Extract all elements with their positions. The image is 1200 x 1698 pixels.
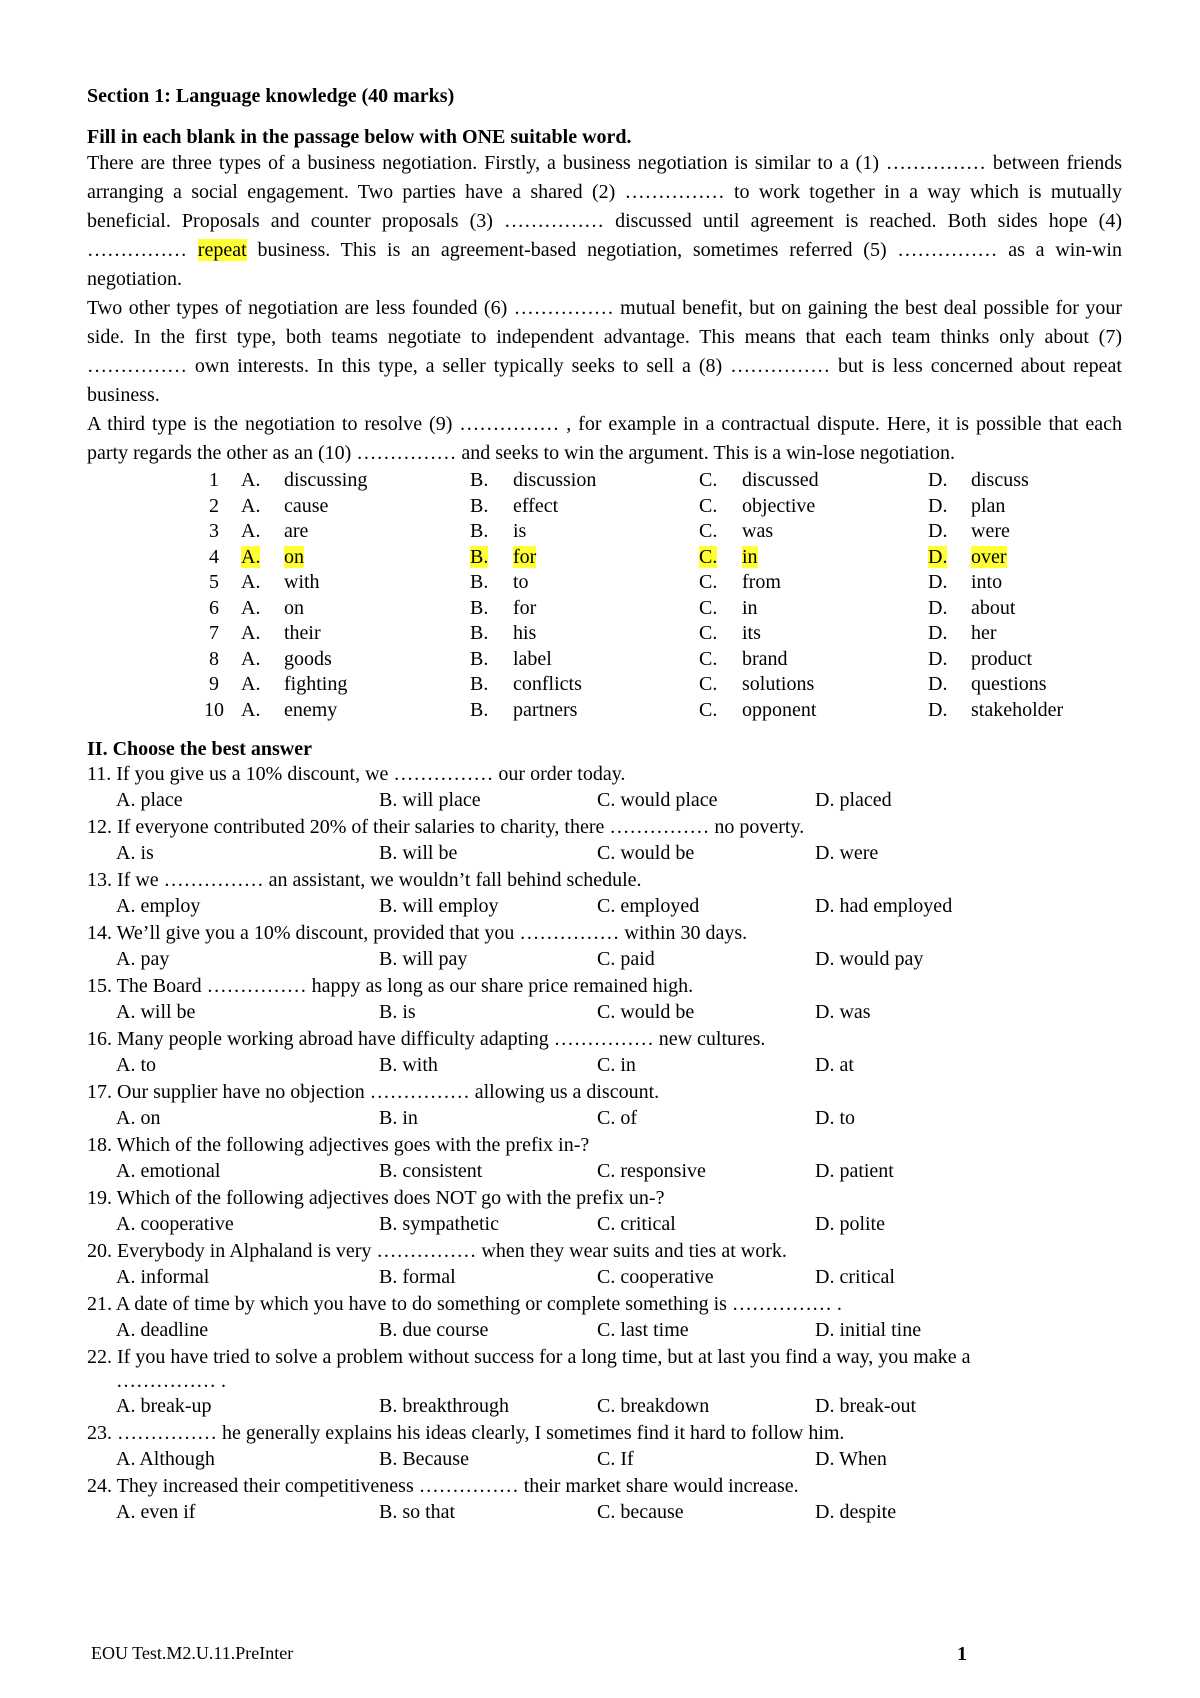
option-letter: A. bbox=[241, 647, 261, 670]
question-item bbox=[87, 814, 1122, 867]
question-item bbox=[87, 1238, 1122, 1291]
option-letter: D. bbox=[928, 520, 948, 542]
option-b: for bbox=[513, 596, 537, 619]
answer-choice: C. responsive bbox=[597, 1160, 706, 1182]
option-letter: D. bbox=[928, 571, 948, 593]
answer-choice: B. will place bbox=[379, 789, 481, 811]
question-list bbox=[87, 761, 1122, 1526]
question-text: 11. If you give us a 10% discount, we …………… our order today. bbox=[87, 763, 626, 785]
option-letter: D. bbox=[928, 622, 948, 644]
answer-choice: B. will be bbox=[379, 842, 458, 864]
answer-choice: D. despite bbox=[815, 1501, 897, 1523]
option-b: effect bbox=[513, 494, 559, 517]
question-item bbox=[87, 1420, 1122, 1473]
answer-choices bbox=[87, 1393, 1122, 1420]
answer-choice: B. consistent bbox=[379, 1160, 483, 1182]
option-letter: B. bbox=[470, 494, 489, 517]
option-row bbox=[187, 596, 1063, 622]
answer-choices bbox=[87, 787, 1122, 814]
option-letter: B. bbox=[470, 647, 489, 670]
option-b: his bbox=[513, 622, 537, 644]
question-item bbox=[87, 1185, 1122, 1238]
answer-choice: C. of bbox=[597, 1107, 637, 1129]
question-item bbox=[87, 1132, 1122, 1185]
question-item bbox=[87, 1344, 1122, 1420]
option-row bbox=[187, 545, 1063, 571]
option-a: fighting bbox=[284, 673, 348, 695]
option-letter: A. bbox=[241, 469, 261, 491]
document-page bbox=[87, 84, 1122, 1526]
option-d: questions bbox=[971, 673, 1047, 695]
answer-choice: C. would place bbox=[597, 789, 718, 811]
option-c: its bbox=[742, 622, 761, 644]
answer-choice: D. polite bbox=[815, 1213, 885, 1235]
option-a: on bbox=[284, 545, 304, 568]
option-letter: C. bbox=[699, 469, 718, 491]
question-item bbox=[87, 920, 1122, 973]
option-b: partners bbox=[513, 698, 578, 721]
answer-choice: D. to bbox=[815, 1107, 855, 1129]
option-row-number: 7 bbox=[209, 622, 219, 644]
option-letter: A. bbox=[241, 622, 261, 644]
option-letter: A. bbox=[241, 494, 261, 517]
option-letter: A. bbox=[241, 596, 261, 619]
option-row bbox=[187, 647, 1063, 673]
question-item bbox=[87, 973, 1122, 1026]
section-title: Section 1: Language knowledge (40 marks) bbox=[87, 85, 455, 107]
option-d: product bbox=[971, 647, 1033, 670]
option-row-number: 8 bbox=[209, 647, 219, 670]
page-number: 1 bbox=[957, 1643, 967, 1665]
options-table bbox=[187, 468, 1063, 723]
option-row bbox=[187, 570, 1063, 596]
option-d: her bbox=[971, 622, 997, 644]
question-text: 14. We’ll give you a 10% discount, provided that you …………… within 30 days. bbox=[87, 922, 748, 944]
answer-choice: C. in bbox=[597, 1054, 636, 1076]
option-letter: D. bbox=[928, 673, 948, 695]
answer-choice: B. will employ bbox=[379, 895, 499, 917]
answer-choices bbox=[87, 1499, 1122, 1526]
option-d: discuss bbox=[971, 469, 1029, 491]
answer-choice: A. place bbox=[116, 789, 183, 811]
answer-choice: C. last time bbox=[597, 1319, 689, 1341]
option-letter: A. bbox=[241, 673, 261, 695]
option-letter: D. bbox=[928, 698, 948, 721]
passage-text: business. This is an agreement-based negotiation, sometimes referred (5) …………… as a win-win negotiation. bbox=[87, 239, 1122, 290]
answer-choice: B. will pay bbox=[379, 948, 468, 970]
option-letter: C. bbox=[699, 494, 718, 517]
option-letter: D. bbox=[928, 596, 948, 619]
answer-choice: A. employ bbox=[116, 895, 201, 917]
answer-choice: A. to bbox=[116, 1054, 156, 1076]
question-text: 22. If you have tried to solve a problem without success for a long time, but at last you find a way, you make a bbox=[87, 1346, 971, 1368]
option-a: enemy bbox=[284, 698, 338, 721]
answer-choice: D. would pay bbox=[815, 948, 924, 970]
answer-choice: A. informal bbox=[116, 1266, 210, 1288]
question-text: 20. Everybody in Alphaland is very …………… when they wear suits and ties at work. bbox=[87, 1240, 787, 1262]
answer-choice: A. even if bbox=[116, 1501, 196, 1523]
passage-text: There are three types of a business negotiation. Firstly, a business negotiation is similar to a (1) …………… between friends arranging a social engagement. Two parties have a shared (2) …………… to work together in a way which is mutually beneficial. Proposals and counter proposals (3) …………… discussed until agreement is reached. Both sides hope (4) …………… bbox=[87, 152, 1122, 261]
option-c: opponent bbox=[742, 698, 817, 721]
option-letter: B. bbox=[470, 545, 489, 568]
answer-choice: D. at bbox=[815, 1054, 854, 1076]
question-text: 17. Our supplier have no objection …………… allowing us a discount. bbox=[87, 1081, 660, 1103]
answer-choice: A. pay bbox=[116, 948, 170, 970]
option-letter: B. bbox=[470, 698, 489, 721]
option-letter: C. bbox=[699, 698, 718, 721]
option-letter: B. bbox=[470, 596, 489, 619]
option-a: discussing bbox=[284, 469, 368, 491]
answer-choice: C. would be bbox=[597, 842, 695, 864]
option-row-number: 4 bbox=[209, 545, 219, 568]
option-letter: D. bbox=[928, 545, 948, 568]
answer-choices bbox=[87, 1052, 1122, 1079]
answer-choice: A. will be bbox=[116, 1001, 196, 1023]
passage-paragraph-3: A third type is the negotiation to resolve (9) …………… , for example in a contractual dispute. Here, it is possible that each party regards the other as an (10) …………… and seeks to win the argument. This is a win-lose negotiation. bbox=[87, 413, 1122, 464]
option-d: were bbox=[971, 520, 1010, 542]
option-a: on bbox=[284, 596, 304, 619]
option-letter: C. bbox=[699, 520, 718, 542]
answer-choices bbox=[87, 999, 1122, 1026]
answer-choice: C. would be bbox=[597, 1001, 695, 1023]
option-row bbox=[187, 672, 1063, 698]
option-row bbox=[187, 621, 1063, 647]
answer-choice: D. placed bbox=[815, 789, 892, 811]
question-text: 19. Which of the following adjectives does NOT go with the prefix un-? bbox=[87, 1187, 665, 1209]
question-item bbox=[87, 761, 1122, 814]
answer-choice: D. was bbox=[815, 1001, 871, 1023]
question-item bbox=[87, 1291, 1122, 1344]
option-letter: C. bbox=[699, 647, 718, 670]
answer-choice: D. critical bbox=[815, 1266, 895, 1288]
option-letter: D. bbox=[928, 494, 948, 517]
question-item bbox=[87, 1473, 1122, 1526]
answer-choice: A. Although bbox=[116, 1448, 215, 1470]
answer-choice: D. initial tine bbox=[815, 1319, 922, 1341]
highlighted-word: repeat bbox=[197, 239, 247, 261]
answer-choice: B. breakthrough bbox=[379, 1395, 509, 1417]
option-d: about bbox=[971, 596, 1016, 619]
option-letter: A. bbox=[241, 571, 261, 593]
answer-choice: A. cooperative bbox=[116, 1213, 234, 1235]
answer-choices bbox=[87, 1158, 1122, 1185]
option-row-number: 3 bbox=[209, 520, 219, 542]
answer-choice: C. employed bbox=[597, 895, 700, 917]
option-d: plan bbox=[971, 494, 1006, 517]
answer-choice: A. deadline bbox=[116, 1319, 209, 1341]
answer-choice: A. emotional bbox=[116, 1160, 221, 1182]
option-row-number: 1 bbox=[209, 469, 219, 491]
passage-paragraph-1 bbox=[87, 149, 1122, 294]
question-text: 21. A date of time by which you have to do something or complete something is …………… . bbox=[87, 1293, 842, 1315]
answer-choice: D. break-out bbox=[815, 1395, 917, 1417]
option-letter: B. bbox=[470, 469, 489, 491]
answer-choices bbox=[87, 893, 1122, 920]
option-row bbox=[187, 519, 1063, 545]
option-letter: A. bbox=[241, 698, 261, 721]
option-row-number: 6 bbox=[209, 596, 219, 619]
option-c: discussed bbox=[742, 469, 819, 491]
option-letter: C. bbox=[699, 545, 718, 568]
option-row bbox=[187, 698, 1063, 724]
option-letter: C. bbox=[699, 622, 718, 644]
option-letter: C. bbox=[699, 673, 718, 695]
answer-choice: A. break-up bbox=[116, 1395, 212, 1417]
part1-instruction: Fill in each blank in the passage below with ONE suitable word. bbox=[87, 126, 632, 148]
option-a: are bbox=[284, 520, 309, 542]
footer-doc-code: EOU Test.M2.U.11.PreInter bbox=[91, 1643, 294, 1663]
answer-choice: B. Because bbox=[379, 1448, 469, 1470]
option-letter: C. bbox=[699, 571, 718, 593]
question-text: 24. They increased their competitiveness …………… their market share would increase. bbox=[87, 1475, 799, 1497]
option-row-number: 10 bbox=[204, 698, 224, 721]
option-b: to bbox=[513, 571, 529, 593]
answer-choice: A. is bbox=[116, 842, 154, 864]
option-letter: D. bbox=[928, 469, 948, 491]
passage-paragraph-2: Two other types of negotiation are less founded (6) …………… mutual benefit, but on gaining the best deal possible for your side. In the first type, both teams negotiate to independent advantage. This means that each team thinks only about (7) …………… own interests. In this type, a seller typically seeks to sell a (8) …………… but is less concerned about repeat business. bbox=[87, 297, 1122, 406]
answer-choice: B. with bbox=[379, 1054, 438, 1076]
answer-choice: D. When bbox=[815, 1448, 887, 1470]
option-d: over bbox=[971, 545, 1007, 568]
option-c: in bbox=[742, 545, 758, 568]
answer-choice: D. patient bbox=[815, 1160, 894, 1182]
answer-choices bbox=[87, 946, 1122, 973]
option-c: was bbox=[742, 520, 774, 542]
answer-choice: C. cooperative bbox=[597, 1266, 714, 1288]
part2-heading: II. Choose the best answer bbox=[87, 738, 312, 760]
question-text-continued: …………… . bbox=[116, 1370, 226, 1392]
option-a: goods bbox=[284, 647, 332, 670]
option-d: into bbox=[971, 571, 1003, 593]
question-text: 18. Which of the following adjectives goes with the prefix in-? bbox=[87, 1134, 590, 1156]
question-text: 13. If we …………… an assistant, we wouldn’t fall behind schedule. bbox=[87, 869, 642, 891]
option-c: solutions bbox=[742, 673, 815, 695]
option-letter: A. bbox=[241, 520, 261, 542]
question-text: 23. …………… he generally explains his ideas clearly, I sometimes find it hard to follow him. bbox=[87, 1422, 845, 1444]
answer-choice: A. on bbox=[116, 1107, 161, 1129]
option-row bbox=[187, 468, 1063, 494]
question-item bbox=[87, 1026, 1122, 1079]
option-letter: B. bbox=[470, 673, 489, 695]
answer-choices bbox=[87, 1211, 1122, 1238]
question-text: 12. If everyone contributed 20% of their salaries to charity, there …………… no poverty. bbox=[87, 816, 805, 838]
option-letter: B. bbox=[470, 571, 489, 593]
answer-choice: C. If bbox=[597, 1448, 634, 1470]
answer-choice: B. so that bbox=[379, 1501, 456, 1523]
passage bbox=[87, 149, 1122, 468]
question-item bbox=[87, 867, 1122, 920]
option-c: from bbox=[742, 571, 781, 593]
answer-choice: B. is bbox=[379, 1001, 416, 1023]
answer-choice: B. formal bbox=[379, 1266, 456, 1288]
answer-choice: B. sympathetic bbox=[379, 1213, 499, 1235]
page-footer bbox=[91, 1643, 967, 1664]
option-b: is bbox=[513, 520, 527, 542]
answer-choices bbox=[87, 1317, 1122, 1344]
answer-choice: C. critical bbox=[597, 1213, 676, 1235]
answer-choices bbox=[87, 840, 1122, 867]
answer-choice: B. due course bbox=[379, 1319, 489, 1341]
answer-choice: C. paid bbox=[597, 948, 655, 970]
question-item bbox=[87, 1079, 1122, 1132]
option-letter: C. bbox=[699, 596, 718, 619]
answer-choices bbox=[87, 1105, 1122, 1132]
answer-choice: D. had employed bbox=[815, 895, 953, 917]
answer-choice: C. breakdown bbox=[597, 1395, 710, 1417]
option-b: conflicts bbox=[513, 673, 582, 695]
option-row-number: 2 bbox=[209, 494, 219, 517]
option-row-number: 5 bbox=[209, 571, 219, 593]
option-b: for bbox=[513, 545, 537, 568]
answer-choice: C. because bbox=[597, 1501, 684, 1523]
option-letter: B. bbox=[470, 622, 489, 644]
answer-choices bbox=[87, 1264, 1122, 1291]
option-c: objective bbox=[742, 494, 816, 517]
option-letter: D. bbox=[928, 647, 948, 670]
option-a: their bbox=[284, 622, 321, 644]
option-row-number: 9 bbox=[209, 673, 219, 695]
option-c: in bbox=[742, 596, 758, 619]
answer-choice: D. were bbox=[815, 842, 879, 864]
option-letter: B. bbox=[470, 520, 489, 542]
option-row bbox=[187, 494, 1063, 520]
question-text: 15. The Board …………… happy as long as our share price remained high. bbox=[87, 975, 694, 997]
option-c: brand bbox=[742, 647, 788, 670]
option-letter: A. bbox=[241, 545, 261, 568]
question-text: 16. Many people working abroad have difficulty adapting …………… new cultures. bbox=[87, 1028, 766, 1050]
answer-choices bbox=[87, 1446, 1122, 1473]
option-d: stakeholder bbox=[971, 698, 1064, 721]
option-b: label bbox=[513, 647, 552, 670]
option-b: discussion bbox=[513, 469, 597, 491]
answer-choice: B. in bbox=[379, 1107, 418, 1129]
option-a: cause bbox=[284, 494, 329, 517]
option-a: with bbox=[284, 571, 320, 593]
